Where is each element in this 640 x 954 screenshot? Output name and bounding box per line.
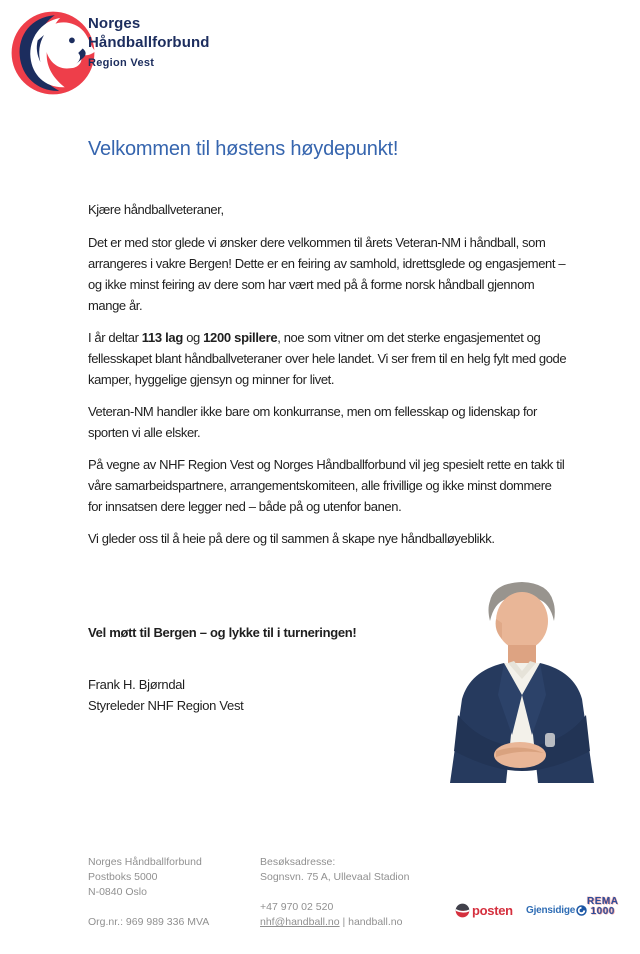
paragraph-2-seg3: , noe som vitner om det sterke engasjementet og fellesskapet blant håndballveteraner over hele landet. Vi ser frem til en helg fylt med gode kamper, hyggelige gjensyn og minner for livet. — [88, 330, 567, 387]
footer-spacer — [88, 900, 253, 915]
posten-wordmark: posten — [472, 903, 513, 918]
footer-spacer — [260, 885, 435, 900]
footer-links-line — [260, 915, 435, 930]
footer-visit-label: Besøksadresse: — [260, 856, 336, 868]
signature-title: Styreleder NHF Region Vest — [88, 698, 244, 713]
paragraph-2-bold-players: 1200 spillere — [203, 330, 278, 345]
paragraph-2-bold-teams: 113 lag — [141, 330, 184, 345]
paragraph-1: Det er med stor glede vi ønsker dere velkommen til årets Veteran-NM i håndball, som arrangeres i vakre Bergen! Dette er en feiring av samhold, idrettsglede og engasjement – og ikke minst feiring av dere som har vært med på å forme norsk håndball gjennom mange år. — [88, 235, 566, 313]
footer-org-column — [88, 855, 253, 930]
sponsor-logos — [450, 895, 630, 931]
footer-email-link[interactable]: nhf@handball.no — [260, 916, 340, 928]
footer-address-line1: Postboks 5000 — [88, 871, 158, 883]
rema-wordmark-line2: 1000 — [590, 906, 615, 917]
footer-address-line2: N-0840 Oslo — [88, 886, 147, 898]
footer-org-number: Org.nr.: 969 989 336 MVA — [88, 916, 210, 928]
brand-name-line2: Håndballforbund — [88, 34, 210, 51]
nhf-lion-logo-icon — [8, 8, 98, 98]
signature-name: Frank H. Bjørndal — [88, 677, 185, 692]
footer-visit-address: Sognsvn. 75 A, Ullevaal Stadion — [260, 871, 410, 883]
brand-region: Region Vest — [88, 57, 155, 69]
brand-name-line1: Norges — [88, 15, 141, 32]
footer-contact-column — [260, 855, 435, 930]
paragraph-4: På vegne av NHF Region Vest og Norges Håndballforbund vil jeg spesielt rette en takk til våre samarbeidspartnere, arrangementskomiteen, alle frivillige og ikke minst dommere for innsatsen dere legger ned – både på og utenfor banen. — [88, 457, 565, 514]
paragraph-2-seg2: og — [183, 330, 204, 345]
rema-wordmark-line1: REMA — [587, 896, 619, 907]
footer-link-separator: | — [339, 916, 349, 928]
footer — [0, 855, 640, 945]
footer-website: handball.no — [348, 916, 403, 928]
footer-phone: +47 970 02 520 — [260, 901, 334, 913]
footer-org-name: Norges Håndballforbund — [88, 856, 202, 868]
salutation: Kjære håndballveteraner, — [88, 202, 224, 217]
paragraph-3: Veteran-NM handler ikke bare om konkurranse, men om fellesskap og lidenskap for sporten vi alle elsker. — [88, 404, 537, 440]
posten-globe-icon — [455, 903, 470, 918]
gjensidige-logo — [526, 905, 587, 916]
gjensidige-wordmark: Gjensidige — [526, 905, 576, 916]
signoff-line: Vel møtt til Bergen – og lykke til i turneringen! — [88, 625, 357, 640]
portrait-photo — [432, 575, 612, 783]
paragraph-2 — [88, 327, 568, 390]
gjensidige-mark-icon — [576, 905, 587, 916]
rema-1000-logo — [587, 897, 618, 917]
brand-block — [88, 14, 210, 71]
letter-heading: Velkommen til høstens høydepunkt! — [88, 138, 399, 160]
paragraph-2-seg1: I år deltar — [88, 330, 142, 345]
paragraph-5: Vi gleder oss til å heie på dere og til sammen å skape nye håndballøyeblikk. — [88, 531, 495, 546]
posten-logo — [455, 903, 513, 918]
